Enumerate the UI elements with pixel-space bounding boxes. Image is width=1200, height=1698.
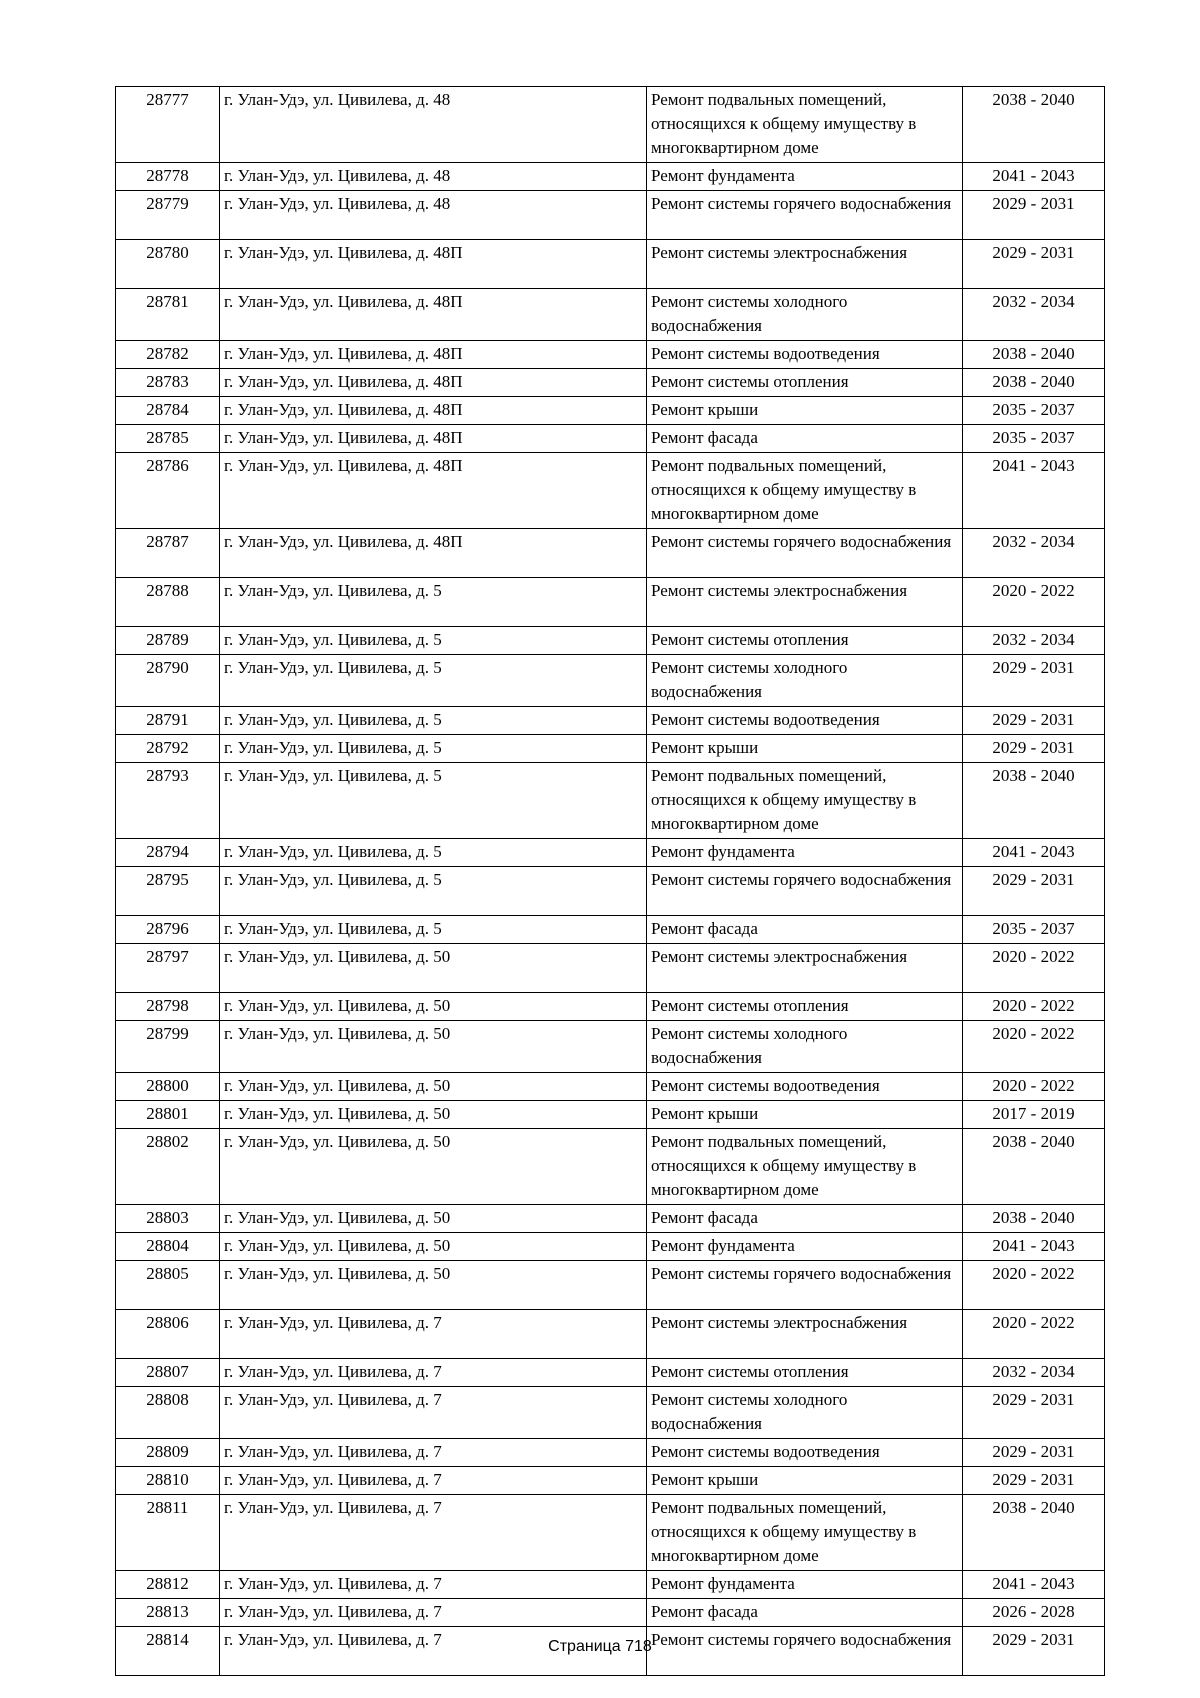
work-type-cell: Ремонт фасада (647, 1205, 963, 1233)
period-cell: 2029 - 2031 (963, 735, 1105, 763)
table-row (116, 707, 1105, 735)
work-type-cell: Ремонт системы холодного водоснабжения (647, 1387, 963, 1439)
work-type-cell: Ремонт фасада (647, 1599, 963, 1627)
table-row (116, 627, 1105, 655)
table-row (116, 240, 1105, 289)
period-cell: 2038 - 2040 (963, 369, 1105, 397)
period-cell: 2020 - 2022 (963, 1310, 1105, 1359)
row-number-cell: 28808 (116, 1387, 220, 1439)
table-row (116, 1439, 1105, 1467)
address-cell: г. Улан-Удэ, ул. Цивилева, д. 50 (220, 1233, 647, 1261)
row-number-cell: 28790 (116, 655, 220, 707)
work-type-cell: Ремонт системы холодного водоснабжения (647, 1021, 963, 1073)
row-number-cell: 28783 (116, 369, 220, 397)
work-type-cell: Ремонт подвальных помещений, относящихся к общему имуществу в многоквартирном доме (647, 1129, 963, 1205)
table-row (116, 1599, 1105, 1627)
period-cell: 2020 - 2022 (963, 1073, 1105, 1101)
table-row (116, 993, 1105, 1021)
table-row (116, 1571, 1105, 1599)
row-number-cell: 28781 (116, 289, 220, 341)
work-type-cell: Ремонт крыши (647, 1101, 963, 1129)
address-cell: г. Улан-Удэ, ул. Цивилева, д. 50 (220, 1129, 647, 1205)
work-type-cell: Ремонт системы горячего водоснабжения (647, 867, 963, 916)
period-cell: 2029 - 2031 (963, 867, 1105, 916)
work-type-cell: Ремонт фасада (647, 425, 963, 453)
row-number-cell: 28785 (116, 425, 220, 453)
work-type-cell: Ремонт системы электроснабжения (647, 944, 963, 993)
period-cell: 2020 - 2022 (963, 1021, 1105, 1073)
period-cell: 2041 - 2043 (963, 453, 1105, 529)
table-row (116, 369, 1105, 397)
work-type-cell: Ремонт системы отопления (647, 993, 963, 1021)
table-row (116, 191, 1105, 240)
row-number-cell: 28787 (116, 529, 220, 578)
period-cell: 2029 - 2031 (963, 240, 1105, 289)
work-type-cell: Ремонт системы электроснабжения (647, 240, 963, 289)
work-type-cell: Ремонт системы холодного водоснабжения (647, 655, 963, 707)
row-number-cell: 28803 (116, 1205, 220, 1233)
work-type-cell: Ремонт подвальных помещений, относящихся к общему имуществу в многоквартирном доме (647, 453, 963, 529)
table-row (116, 1021, 1105, 1073)
table-row (116, 1261, 1105, 1310)
address-cell: г. Улан-Удэ, ул. Цивилева, д. 7 (220, 1359, 647, 1387)
row-number-cell: 28791 (116, 707, 220, 735)
row-number-cell: 28811 (116, 1495, 220, 1571)
row-number-cell: 28813 (116, 1599, 220, 1627)
work-type-cell: Ремонт фасада (647, 916, 963, 944)
period-cell: 2029 - 2031 (963, 1439, 1105, 1467)
row-number-cell: 28801 (116, 1101, 220, 1129)
address-cell: г. Улан-Удэ, ул. Цивилева, д. 50 (220, 1261, 647, 1310)
address-cell: г. Улан-Удэ, ул. Цивилева, д. 48П (220, 397, 647, 425)
table-row (116, 163, 1105, 191)
table-row (116, 289, 1105, 341)
page-number: Страница 718 (548, 1638, 652, 1655)
row-number-cell: 28797 (116, 944, 220, 993)
row-number-cell: 28809 (116, 1439, 220, 1467)
work-type-cell: Ремонт системы отопления (647, 1359, 963, 1387)
period-cell: 2038 - 2040 (963, 87, 1105, 163)
address-cell: г. Улан-Удэ, ул. Цивилева, д. 48П (220, 369, 647, 397)
table-row (116, 1495, 1105, 1571)
address-cell: г. Улан-Удэ, ул. Цивилева, д. 5 (220, 707, 647, 735)
row-number-cell: 28782 (116, 341, 220, 369)
row-number-cell: 28794 (116, 839, 220, 867)
address-cell: г. Улан-Удэ, ул. Цивилева, д. 48П (220, 341, 647, 369)
row-number-cell: 28795 (116, 867, 220, 916)
row-number-cell: 28788 (116, 578, 220, 627)
row-number-cell: 28807 (116, 1359, 220, 1387)
work-type-cell: Ремонт системы водоотведения (647, 707, 963, 735)
work-type-cell: Ремонт фундамента (647, 1233, 963, 1261)
period-cell: 2017 - 2019 (963, 1101, 1105, 1129)
address-cell: г. Улан-Удэ, ул. Цивилева, д. 5 (220, 578, 647, 627)
row-number-cell: 28796 (116, 916, 220, 944)
work-type-cell: Ремонт системы водоотведения (647, 341, 963, 369)
table-row (116, 1310, 1105, 1359)
table-row (116, 341, 1105, 369)
work-type-cell: Ремонт подвальных помещений, относящихся к общему имуществу в многоквартирном доме (647, 87, 963, 163)
work-type-cell: Ремонт системы отопления (647, 369, 963, 397)
table-row (116, 839, 1105, 867)
row-number-cell: 28804 (116, 1233, 220, 1261)
table-row (116, 1387, 1105, 1439)
table-body (116, 87, 1105, 1676)
work-type-cell: Ремонт системы холодного водоснабжения (647, 289, 963, 341)
address-cell: г. Улан-Удэ, ул. Цивилева, д. 7 (220, 1387, 647, 1439)
period-cell: 2029 - 2031 (963, 191, 1105, 240)
table-row (116, 1359, 1105, 1387)
table-row (116, 529, 1105, 578)
table-row (116, 453, 1105, 529)
period-cell: 2041 - 2043 (963, 163, 1105, 191)
period-cell: 2038 - 2040 (963, 341, 1105, 369)
address-cell: г. Улан-Удэ, ул. Цивилева, д. 48П (220, 453, 647, 529)
period-cell: 2020 - 2022 (963, 578, 1105, 627)
period-cell: 2035 - 2037 (963, 397, 1105, 425)
table-row (116, 425, 1105, 453)
work-type-cell: Ремонт системы электроснабжения (647, 1310, 963, 1359)
row-number-cell: 28799 (116, 1021, 220, 1073)
address-cell: г. Улан-Удэ, ул. Цивилева, д. 48П (220, 425, 647, 453)
address-cell: г. Улан-Удэ, ул. Цивилева, д. 50 (220, 944, 647, 993)
work-type-cell: Ремонт фундамента (647, 163, 963, 191)
address-cell: г. Улан-Удэ, ул. Цивилева, д. 7 (220, 1495, 647, 1571)
work-type-cell: Ремонт фундамента (647, 1571, 963, 1599)
table-row (116, 1129, 1105, 1205)
work-type-cell: Ремонт системы горячего водоснабжения (647, 1627, 963, 1676)
address-cell: г. Улан-Удэ, ул. Цивилева, д. 5 (220, 735, 647, 763)
row-number-cell: 28779 (116, 191, 220, 240)
table-row (116, 867, 1105, 916)
table-row (116, 944, 1105, 993)
period-cell: 2032 - 2034 (963, 1359, 1105, 1387)
work-type-cell: Ремонт системы водоотведения (647, 1439, 963, 1467)
address-cell: г. Улан-Удэ, ул. Цивилева, д. 50 (220, 993, 647, 1021)
period-cell: 2035 - 2037 (963, 425, 1105, 453)
address-cell: г. Улан-Удэ, ул. Цивилева, д. 5 (220, 655, 647, 707)
address-cell: г. Улан-Удэ, ул. Цивилева, д. 7 (220, 1467, 647, 1495)
period-cell: 2020 - 2022 (963, 944, 1105, 993)
address-cell: г. Улан-Удэ, ул. Цивилева, д. 50 (220, 1021, 647, 1073)
row-number-cell: 28780 (116, 240, 220, 289)
work-type-cell: Ремонт фундамента (647, 839, 963, 867)
period-cell: 2038 - 2040 (963, 763, 1105, 839)
work-type-cell: Ремонт крыши (647, 1467, 963, 1495)
row-number-cell: 28786 (116, 453, 220, 529)
table-row (116, 1205, 1105, 1233)
row-number-cell: 28777 (116, 87, 220, 163)
period-cell: 2029 - 2031 (963, 1467, 1105, 1495)
address-cell: г. Улан-Удэ, ул. Цивилева, д. 48П (220, 529, 647, 578)
row-number-cell: 28810 (116, 1467, 220, 1495)
table-row (116, 1073, 1105, 1101)
address-cell: г. Улан-Удэ, ул. Цивилева, д. 48П (220, 289, 647, 341)
address-cell: г. Улан-Удэ, ул. Цивилева, д. 7 (220, 1571, 647, 1599)
table-row (116, 763, 1105, 839)
work-type-cell: Ремонт подвальных помещений, относящихся к общему имуществу в многоквартирном доме (647, 1495, 963, 1571)
period-cell: 2026 - 2028 (963, 1599, 1105, 1627)
table-row (116, 578, 1105, 627)
period-cell: 2020 - 2022 (963, 1261, 1105, 1310)
period-cell: 2041 - 2043 (963, 1233, 1105, 1261)
period-cell: 2032 - 2034 (963, 289, 1105, 341)
row-number-cell: 28805 (116, 1261, 220, 1310)
work-type-cell: Ремонт системы горячего водоснабжения (647, 529, 963, 578)
row-number-cell: 28778 (116, 163, 220, 191)
period-cell: 2038 - 2040 (963, 1129, 1105, 1205)
work-type-cell: Ремонт системы горячего водоснабжения (647, 1261, 963, 1310)
address-cell: г. Улан-Удэ, ул. Цивилева, д. 5 (220, 839, 647, 867)
table-row (116, 397, 1105, 425)
address-cell: г. Улан-Удэ, ул. Цивилева, д. 5 (220, 916, 647, 944)
address-cell: г. Улан-Удэ, ул. Цивилева, д. 50 (220, 1073, 647, 1101)
row-number-cell: 28789 (116, 627, 220, 655)
period-cell: 2029 - 2031 (963, 707, 1105, 735)
row-number-cell: 28806 (116, 1310, 220, 1359)
address-cell: г. Улан-Удэ, ул. Цивилева, д. 7 (220, 1439, 647, 1467)
address-cell: г. Улан-Удэ, ул. Цивилева, д. 50 (220, 1101, 647, 1129)
address-cell: г. Улан-Удэ, ул. Цивилева, д. 5 (220, 763, 647, 839)
address-cell: г. Улан-Удэ, ул. Цивилева, д. 5 (220, 867, 647, 916)
period-cell: 2035 - 2037 (963, 916, 1105, 944)
work-type-cell: Ремонт системы горячего водоснабжения (647, 191, 963, 240)
work-type-cell: Ремонт подвальных помещений, относящихся к общему имуществу в многоквартирном доме (647, 763, 963, 839)
period-cell: 2029 - 2031 (963, 1627, 1105, 1676)
address-cell: г. Улан-Удэ, ул. Цивилева, д. 50 (220, 1205, 647, 1233)
table-row (116, 87, 1105, 163)
address-cell: г. Улан-Удэ, ул. Цивилева, д. 48П (220, 240, 647, 289)
address-cell: г. Улан-Удэ, ул. Цивилева, д. 7 (220, 1627, 647, 1676)
work-type-cell: Ремонт крыши (647, 397, 963, 425)
work-type-cell: Ремонт системы отопления (647, 627, 963, 655)
table-row (116, 1467, 1105, 1495)
period-cell: 2032 - 2034 (963, 627, 1105, 655)
row-number-cell: 28792 (116, 735, 220, 763)
address-cell: г. Улан-Удэ, ул. Цивилева, д. 48 (220, 163, 647, 191)
address-cell: г. Улан-Удэ, ул. Цивилева, д. 7 (220, 1310, 647, 1359)
period-cell: 2041 - 2043 (963, 839, 1105, 867)
row-number-cell: 28793 (116, 763, 220, 839)
row-number-cell: 28802 (116, 1129, 220, 1205)
address-cell: г. Улан-Удэ, ул. Цивилева, д. 48 (220, 87, 647, 163)
row-number-cell: 28812 (116, 1571, 220, 1599)
work-type-cell: Ремонт системы электроснабжения (647, 578, 963, 627)
period-cell: 2041 - 2043 (963, 1571, 1105, 1599)
table-row (116, 916, 1105, 944)
period-cell: 2029 - 2031 (963, 1387, 1105, 1439)
table-row (116, 1101, 1105, 1129)
work-type-cell: Ремонт крыши (647, 735, 963, 763)
period-cell: 2038 - 2040 (963, 1495, 1105, 1571)
table-row (116, 1233, 1105, 1261)
capital-repair-table (115, 86, 1105, 1676)
row-number-cell: 28814 (116, 1627, 220, 1676)
work-type-cell: Ремонт системы водоотведения (647, 1073, 963, 1101)
period-cell: 2032 - 2034 (963, 529, 1105, 578)
row-number-cell: 28784 (116, 397, 220, 425)
row-number-cell: 28800 (116, 1073, 220, 1101)
address-cell: г. Улан-Удэ, ул. Цивилева, д. 7 (220, 1599, 647, 1627)
period-cell: 2029 - 2031 (963, 655, 1105, 707)
period-cell: 2038 - 2040 (963, 1205, 1105, 1233)
address-cell: г. Улан-Удэ, ул. Цивилева, д. 48 (220, 191, 647, 240)
period-cell: 2020 - 2022 (963, 993, 1105, 1021)
table-row (116, 655, 1105, 707)
address-cell: г. Улан-Удэ, ул. Цивилева, д. 5 (220, 627, 647, 655)
row-number-cell: 28798 (116, 993, 220, 1021)
table-row (116, 735, 1105, 763)
